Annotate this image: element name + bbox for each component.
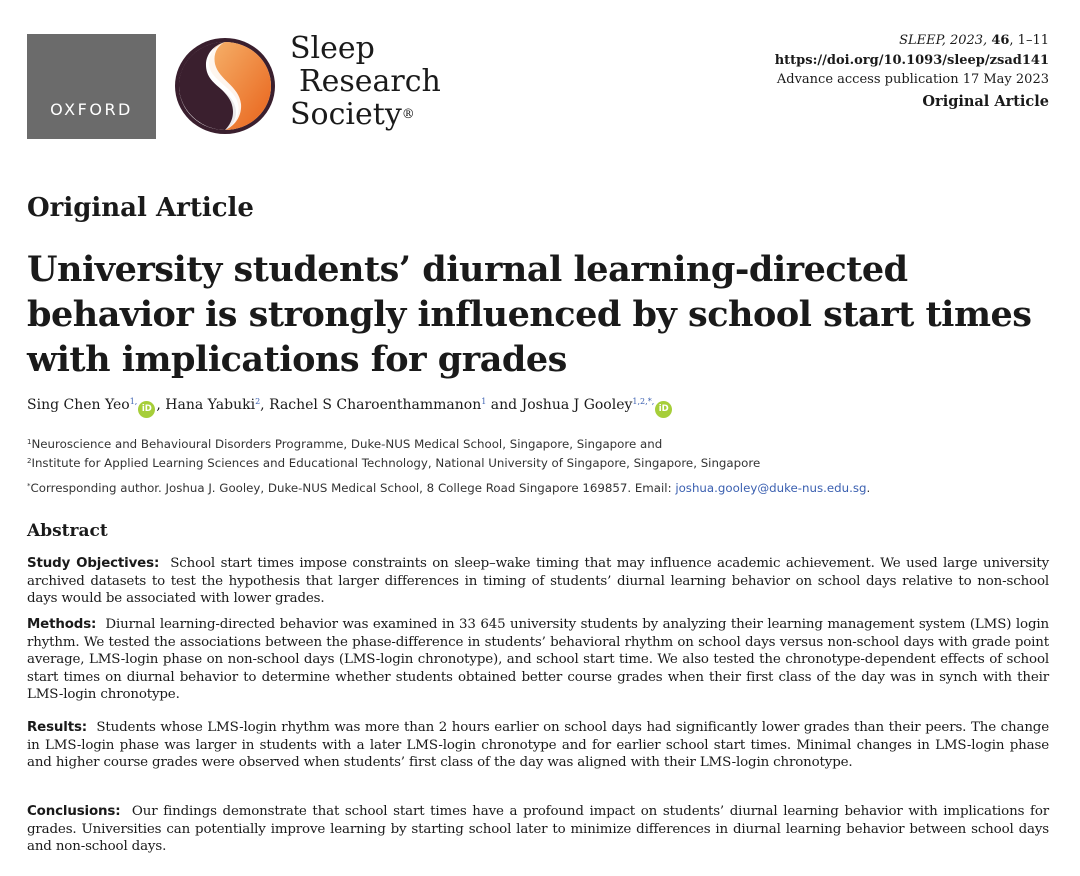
abstract-text: Our findings demonstrate that school start times have a profound impact on students’ diurnal learning behavior with implications for grades. Universities can potentially improve learning by starting school later to minimize differences in diurnal learning behavior between school days and non-school days.	[27, 804, 1049, 855]
abstract-heading: Abstract	[27, 521, 108, 541]
correspondence-end: .	[866, 481, 871, 495]
author-sup: 2	[255, 397, 261, 406]
affiliation-2	[27, 456, 760, 470]
abstract-results	[27, 719, 1049, 772]
society-name	[290, 32, 441, 131]
publication-note: Advance access publication 17 May 2023	[776, 72, 1049, 87]
abstract-text: Students whose LMS-login rhythm was more than 2 hours earlier on school days had significantly lower grades than their peers. The change in LMS-login phase was larger in students with a later LMS-login chronotype and for earlier school start times. Minimal changes in LMS-login phase and higher course grades were observed when students’ first class of the day was aligned with their LMS-login chronotype.	[27, 720, 1049, 771]
author-sup: 1,2,*,	[632, 397, 655, 406]
orcid-icon[interactable]: iD	[655, 401, 672, 418]
abstract-conclusions	[27, 803, 1049, 856]
abstract-label: Results:	[27, 720, 88, 735]
author-sup: 1,	[129, 397, 138, 406]
affiliation-sup: 1	[27, 438, 32, 446]
section-label: Original Article	[27, 193, 254, 223]
abstract-methods	[27, 616, 1049, 704]
affiliation-text: Neuroscience and Behavioural Disorders Programme, Duke-NUS Medical School, Singapore, Singapore and	[31, 437, 663, 451]
author-sup: 1	[481, 397, 487, 406]
author-name[interactable]: Joshua J Gooley	[521, 397, 633, 413]
journal-pages: , 1–11	[1009, 33, 1049, 48]
sleep-research-society-logo-icon	[173, 36, 277, 136]
oxford-logo-text: OXFORD	[50, 100, 133, 119]
author-name[interactable]: Sing Chen Yeo	[27, 397, 130, 413]
society-name-line: Sleep	[290, 31, 375, 66]
affiliation-sup: 2	[27, 457, 32, 465]
affiliation-1	[27, 437, 662, 451]
society-name-line: Society	[290, 97, 402, 132]
doi-link[interactable]: https://doi.org/10.1093/sleep/zsad141	[774, 52, 1049, 68]
abstract-label: Conclusions:	[27, 804, 121, 819]
email-link[interactable]: joshua.gooley@duke-nus.edu.sg	[675, 481, 867, 495]
correspondence-sup: *	[27, 482, 31, 490]
author-separator: ,	[156, 397, 166, 413]
abstract-text: School start times impose constraints on sleep–wake timing that may influence academic achievement. We used large university archived datasets to test the hypothesis that larger differences in timing of students’ diurnal learning behavior on school days relative to non-school days would be associated with lower grades.	[27, 556, 1050, 607]
abstract-label: Methods:	[27, 617, 97, 632]
article-type: Original Article	[922, 92, 1049, 110]
orcid-icon[interactable]: iD	[138, 401, 155, 418]
correspondence-text: Corresponding author. Joshua J. Gooley, Duke-NUS Medical School, 8 College Road Singapore 169857. Email:	[30, 481, 676, 495]
author-name[interactable]: Rachel S Charoenthammanon	[269, 397, 482, 413]
author-list	[27, 397, 673, 418]
journal-volume: 46	[991, 33, 1010, 48]
correspondence	[27, 481, 870, 495]
oxford-logo	[27, 34, 156, 139]
author-name[interactable]: Hana Yabuki	[165, 397, 256, 413]
abstract-label: Study Objectives:	[27, 556, 160, 571]
journal-citation: SLEEP, 2023, 46, 1–11	[899, 33, 1049, 48]
registered-mark: ®	[401, 107, 415, 122]
article-title: University students’ diurnal learning-directed behavior is strongly influenced by school start times with implications for grades	[27, 249, 1032, 380]
author-separator: ,	[260, 397, 270, 413]
abstract-text: Diurnal learning-directed behavior was examined in 33 645 university students by analyzing their learning management system (LMS) login rhythm. We tested the associations between the phase-difference in students’ behavioral rhythm on school days versus non-school days with grade point average, LMS-login phase on non-school days (LMS-login chronotype), and school start time. We also tested the chronotype-dependent effects of school start times on diurnal behavior to determine whether students obtained better course grades when their first class of the day was in synch with their LMS-login chronotype.	[27, 617, 1049, 703]
affiliation-text: Institute for Applied Learning Sciences and Educational Technology, National University of Singapore, Singapore, Singapore	[31, 456, 761, 470]
author-separator: and	[486, 397, 522, 413]
journal-meta	[775, 31, 1049, 111]
abstract-objectives	[27, 555, 1049, 608]
society-name-line: Research	[299, 64, 441, 99]
